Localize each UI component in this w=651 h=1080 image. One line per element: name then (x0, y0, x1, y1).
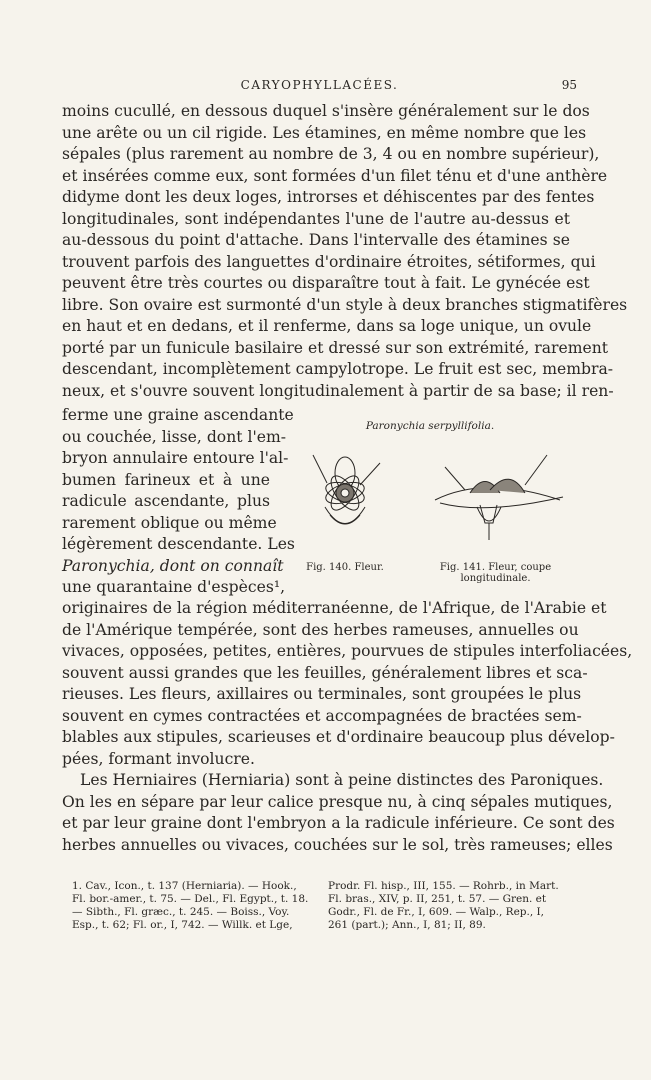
text-line: souvent aussi grandes que les feuilles, généralement libres et sca- (62, 663, 588, 682)
text-line: Paronychia, dont on connaît (62, 556, 284, 575)
fig-140-flower-drawing (313, 455, 380, 524)
text-line: au-dessous du point d'attache. Dans l'intervalle des étamines se (62, 231, 570, 249)
text-line: et par leur graine dont l'embryon a la radicule inférieure. Ce sont des (62, 814, 615, 832)
text-line: bumen farineux et à une (62, 470, 270, 489)
figure-caption: Paronychia serpyllifolia. (365, 420, 495, 432)
text-line: moins cucullé, en dessous duquel s'insère généralement sur le dos (62, 102, 590, 120)
text-line: bryon annulaire entoure l'al- (62, 449, 289, 467)
text-line: peuvent être très courtes ou disparaître tout à fait. Le gynécée est (62, 274, 590, 292)
fig-141-label-line1: Fig. 141. Fleur, coupe (439, 562, 552, 573)
text-line: ferme une graine ascendante (62, 406, 294, 424)
text-line: originaires de la région méditerranéenne, de l'Afrique, de l'Arabie et (62, 599, 607, 617)
running-title: CARYOPHYLLACÉES. (240, 78, 399, 92)
page-number: 95 (561, 78, 577, 92)
text-line: libre. Son ovaire est surmonté d'un style à deux branches stigmatifères (62, 295, 628, 314)
footnote-line: Esp., t. 62; Fl. or., I, 742. — Willk. et Lge, (72, 919, 293, 931)
fig-140-label: Fig. 140. Fleur. (306, 562, 384, 573)
text-line: Les Herniaires (Herniaria) sont à peine distinctes des Paroniques. (80, 771, 604, 789)
text-line: porté par un funicule basilaire et dressé sur son extrémité, rarement (62, 338, 609, 357)
text-line: rarement oblique ou même (62, 513, 277, 532)
text-line: longitudinales, sont indépendantes l'une de l'autre au-dessus et (62, 209, 570, 228)
fig-141-section-drawing (435, 455, 563, 540)
text-line: herbes annuelles ou vivaces, couchées sur le sol, très rameuses; elles (62, 835, 613, 854)
text-line: rieuses. Les fleurs, axillaires ou terminales, sont groupées le plus (62, 685, 582, 703)
text-line: souvent en cymes contractées et accompagnées de bractées sem- (62, 706, 582, 725)
paragraph-stamens (62, 101, 628, 402)
footnote-line: 261 (part.); Ann., I, 81; II, 89. (328, 919, 486, 931)
footnote-line: Fl. bor.-amer., t. 75. — Del., Fl. Egypt., t. 18. (72, 893, 309, 905)
text-line: en haut et en dedans, et il renferme, dans sa loge unique, un ovule (62, 317, 592, 335)
flower-illustrations (285, 445, 575, 565)
paragraph-paronychia (62, 598, 633, 856)
text-line: une quarantaine d'espèces¹, (62, 578, 286, 596)
text-line: ou couchée, lisse, dont l'em- (62, 427, 287, 446)
running-head (62, 78, 577, 98)
text-line: blables aux stipules, scarieuses et d'ordinaire beaucoup plus dévelop- (62, 728, 615, 746)
text-line: radicule ascendante, plus (62, 492, 270, 510)
text-line: didyme dont les deux loges, introrses et déhiscentes par des fentes (62, 188, 595, 206)
footnote-line: Fl. bras., XIV, p. II, 251, t. 57. — Gren. et (328, 893, 547, 905)
footnote-line: Godr., Fl. de Fr., I, 609. — Walp., Rep., I, (328, 906, 545, 918)
text-line: trouvent parfois des languettes d'ordinaire étroites, sétiformes, qui (62, 252, 596, 271)
text-line: et insérées comme eux, sont formées d'un filet ténu et d'une anthère (62, 166, 608, 185)
text-line: On les en sépare par leur calice presque nu, à cinq sépales mutiques, (62, 792, 613, 811)
fig-141-label (433, 562, 558, 584)
text-line: sépales (plus rarement au nombre de 3, 4 ou en nombre supérieur), (62, 145, 600, 163)
fig-141-label-line2: longitudinale. (460, 573, 531, 584)
paragraph-seed (62, 405, 295, 599)
footnote-line: Prodr. Fl. hisp., III, 155. — Rohrb., in Mart. (328, 880, 559, 892)
text-line: descendant, incomplètement campylotrope. Le fruit est sec, membra- (62, 360, 614, 378)
footnote-line: 1. Cav., Icon., t. 137 (Herniaria). — Hook., (72, 880, 297, 892)
text-line: pées, formant involucre. (62, 749, 255, 768)
text-line: neux, et s'ouvre souvent longitudinalement à partir de sa base; il ren- (62, 381, 614, 400)
text-line: une arête ou un cil rigide. Les étamines, en même nombre que les (62, 123, 587, 142)
footnote-line: — Sibth., Fl. græc., t. 245. — Boiss., Voy. (72, 906, 290, 918)
footnotes-right-column (328, 880, 568, 932)
text-line: vivaces, opposées, petites, entières, pourvues de stipules interfoliacées, (62, 642, 633, 660)
text-line: de l'Amérique tempérée, sont des herbes rameuses, annuelles ou (62, 620, 579, 639)
text-line: légèrement descendante. Les (62, 535, 295, 553)
footnotes-left-column (72, 880, 312, 932)
